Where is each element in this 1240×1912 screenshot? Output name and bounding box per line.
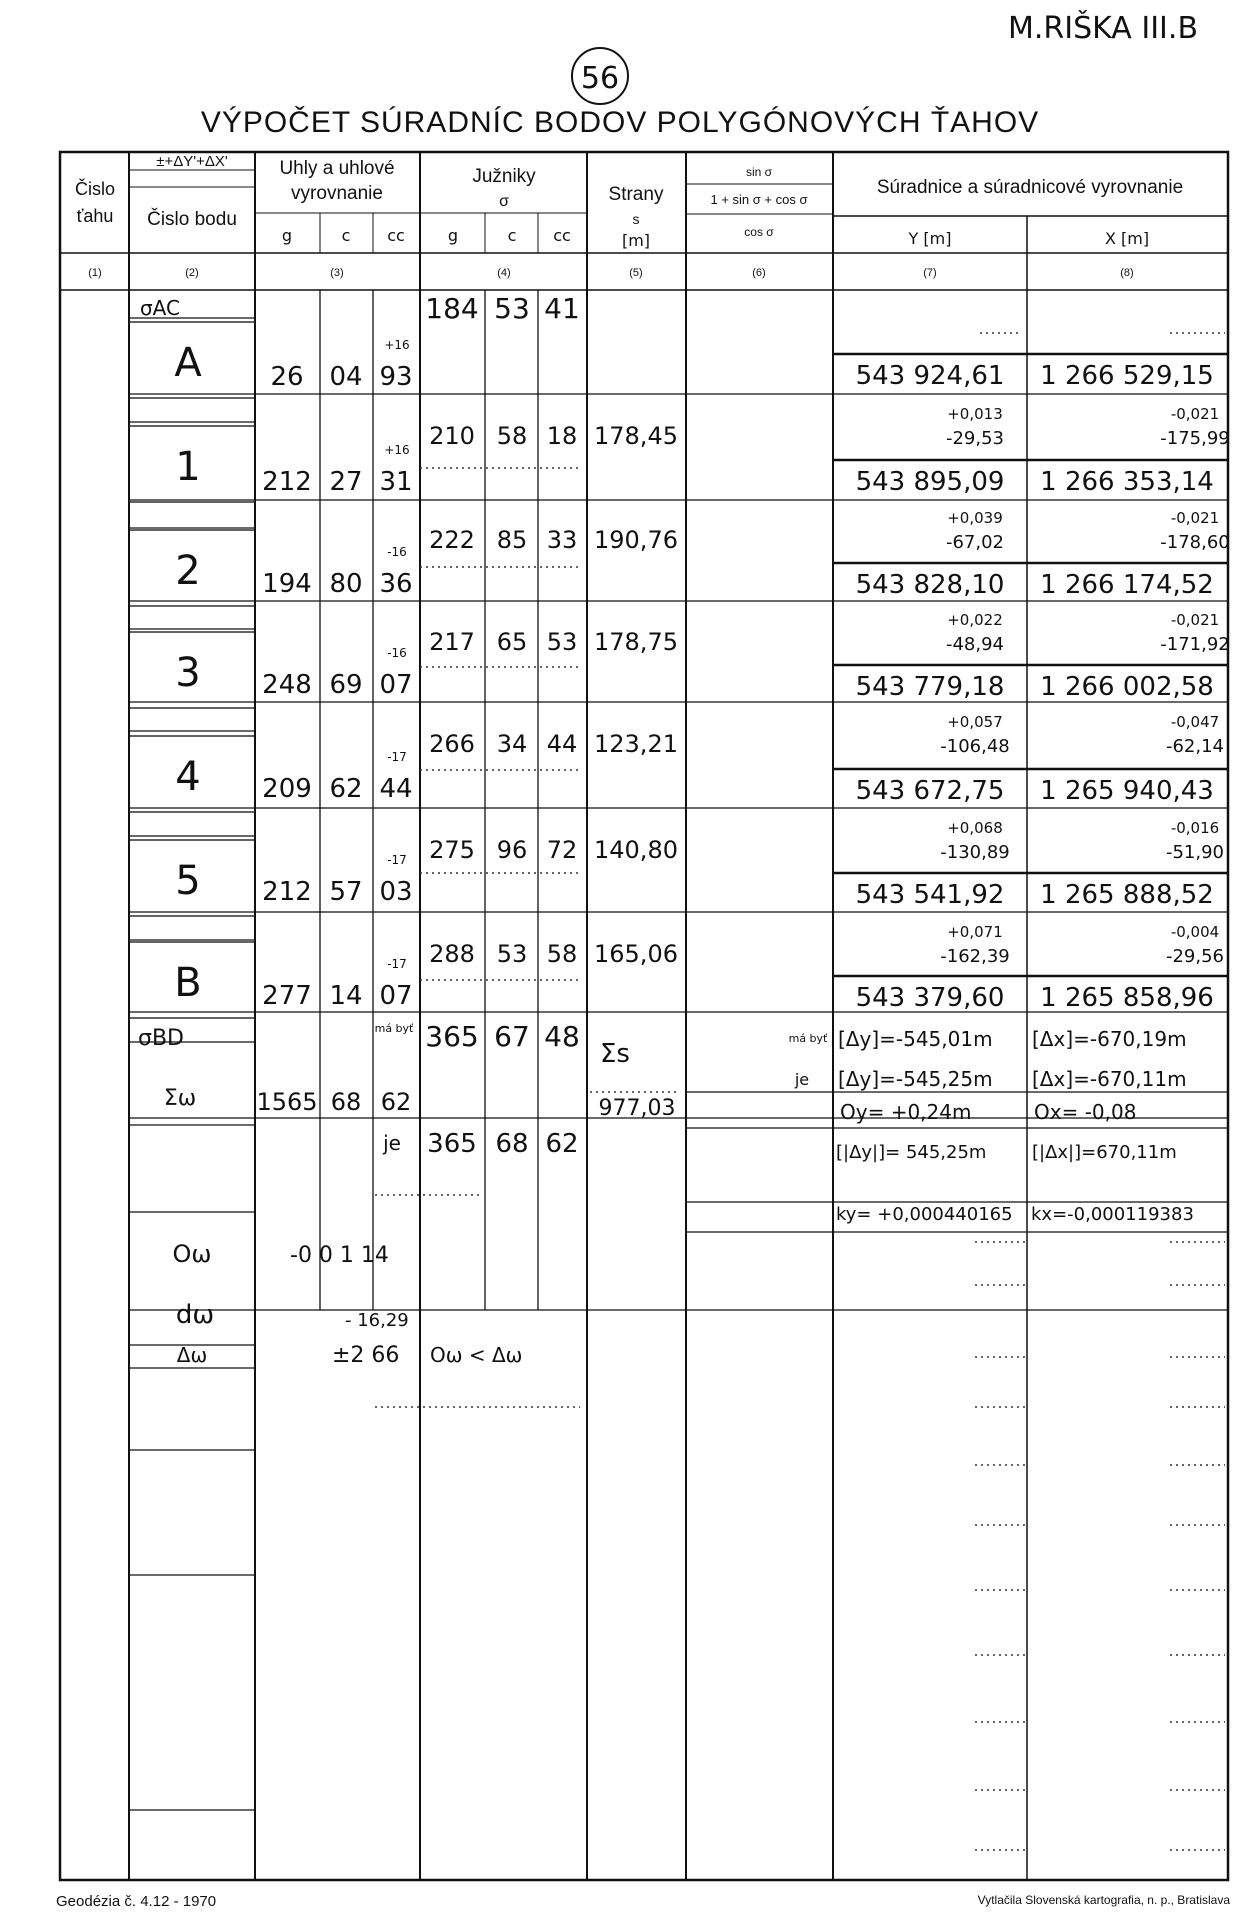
header-col2-bottom: Čislo bodu <box>147 209 237 230</box>
coord-x: 1 266 529,15 <box>1040 361 1214 391</box>
dx-value: -62,14 <box>1165 736 1225 757</box>
header-col4-unit-g: g <box>447 226 459 245</box>
coord-y: 543 672,75 <box>855 776 1005 806</box>
sum-sides-label: Σs <box>600 1039 630 1069</box>
angle-c: 14 <box>329 981 363 1011</box>
side-length: 190,76 <box>594 526 678 554</box>
dx-value: -51,90 <box>1165 842 1225 863</box>
misclosure-d-value: - 16,29 <box>345 1310 409 1331</box>
dx-correction: -0,047 <box>1170 713 1220 731</box>
header-col5-line3: [m] <box>621 231 651 250</box>
dy-correction: +0,039 <box>947 509 1003 527</box>
start-azimuth-c: 53 <box>494 292 530 325</box>
azimuth-c: 34 <box>496 730 528 758</box>
dy-correction: +0,071 <box>947 923 1003 941</box>
header-col3-unit-cc: cc <box>387 226 405 245</box>
closure-dx-is: [Δx]=-670,11m <box>1032 1067 1187 1091</box>
angle-cc: 36 <box>379 569 413 599</box>
col-number-5: (5) <box>629 267 643 279</box>
header-col78: Súradnice a súradnicové vyrovnanie <box>876 177 1184 198</box>
closure-abs-dy: [|Δy|]= 545,25m <box>836 1142 987 1163</box>
dy-value: -162,39 <box>940 946 1010 967</box>
closure-is-note: je <box>794 1070 810 1089</box>
coord-y: 543 541,92 <box>855 880 1005 910</box>
coord-x: 1 266 002,58 <box>1040 672 1214 702</box>
azimuth-g: 275 <box>429 836 475 864</box>
end-azimuth-c: 67 <box>494 1020 530 1053</box>
header-col6-sum: 1 + sin σ + cos σ <box>710 192 808 207</box>
sum-angles-cc: 62 <box>380 1088 412 1116</box>
angle-correction: -17 <box>387 853 407 867</box>
angle-g: 212 <box>262 877 312 907</box>
form-title: VÝPOČET SÚRADNÍC BODOV POLYGÓNOVÝCH ŤAHOV <box>200 106 1040 139</box>
dy-correction: +0,013 <box>947 405 1003 423</box>
sum-angles-g: 1565 <box>256 1088 318 1116</box>
footer-right: Vytlačila Slovenská kartografia, n. p., Bratislava <box>977 1893 1230 1907</box>
points-layer <box>129 322 1228 1018</box>
table-grid <box>60 152 1228 1880</box>
angle-g: 194 <box>262 569 312 599</box>
side-length: 165,06 <box>594 940 678 968</box>
azimuth-g: 288 <box>429 940 475 968</box>
end-azimuth-cc: 48 <box>544 1020 580 1053</box>
dx-correction: -0,021 <box>1170 611 1220 629</box>
misclosure-d-label: dω <box>175 1300 215 1330</box>
col-number-6: (6) <box>752 267 766 279</box>
sum-sides-value: 977,03 <box>598 1096 676 1121</box>
azimuth-g: 266 <box>429 730 475 758</box>
point-id: 4 <box>175 754 201 800</box>
angle-cc: 03 <box>379 877 413 907</box>
angle-c: 57 <box>329 877 363 907</box>
coord-x: 1 266 353,14 <box>1040 467 1214 497</box>
point-id: 1 <box>175 444 201 490</box>
header-col4-line2: σ <box>499 193 509 210</box>
closure-ky: ky= +0,000440165 <box>836 1204 1013 1225</box>
angle-g: 212 <box>262 467 312 497</box>
dy-correction: +0,022 <box>947 611 1003 629</box>
misclosure-delta-value: ±2 66 <box>332 1343 400 1368</box>
angle-cc: 07 <box>379 670 413 700</box>
dx-value: -29,56 <box>1165 946 1225 967</box>
col-number-8: (8) <box>1120 267 1134 279</box>
closure-kx: kx=-0,000119383 <box>1031 1204 1194 1225</box>
start-azimuth-label: σAC <box>140 296 180 320</box>
point-id: 3 <box>175 650 201 696</box>
azimuth-c: 65 <box>496 628 528 656</box>
angle-g: 248 <box>262 670 312 700</box>
coord-x: 1 265 940,43 <box>1040 776 1214 806</box>
dx-value: -178,60 <box>1160 532 1230 553</box>
author-mark: M.RIŠKA III.B <box>1008 11 1199 46</box>
azimuth-c: 53 <box>496 940 528 968</box>
col-number-1: (1) <box>88 267 102 279</box>
closing-section <box>138 1020 1228 1368</box>
angle-c: 04 <box>329 362 363 392</box>
dx-correction: -0,004 <box>1170 923 1220 941</box>
azimuth-g: 210 <box>429 422 475 450</box>
footer-left: Geodézia č. 4.12 - 1970 <box>56 1893 217 1910</box>
closure-dx-should: [Δx]=-670,19m <box>1032 1027 1187 1051</box>
side-length: 178,45 <box>594 422 678 450</box>
end-azimuth-g: 365 <box>425 1020 479 1053</box>
col-number-7: (7) <box>923 267 937 279</box>
point-id: B <box>174 960 202 1006</box>
dx-value: -171,92 <box>1160 634 1230 655</box>
angle-correction: +16 <box>384 443 410 457</box>
misclosure-condition: Oω < Δω <box>430 1343 523 1367</box>
angle-cc: 07 <box>379 981 413 1011</box>
misclosure-o-value: -0 0 1 14 <box>290 1243 389 1268</box>
header-col5-line1: Strany <box>608 184 664 205</box>
side-length: 123,21 <box>594 730 678 758</box>
dx-correction: -0,021 <box>1170 405 1220 423</box>
side-length: 140,80 <box>594 836 678 864</box>
header-col2-top: ±+ΔY'+ΔX' <box>156 153 228 170</box>
coord-x: 1 265 888,52 <box>1040 880 1214 910</box>
sum-angles-is-cc: 62 <box>545 1129 579 1159</box>
sum-angles-c: 68 <box>330 1088 362 1116</box>
angle-g: 26 <box>270 362 304 392</box>
angle-cc: 31 <box>379 467 413 497</box>
side-length: 178,75 <box>594 628 678 656</box>
misclosure-o-label: Oω <box>172 1240 212 1268</box>
header-col8-unit: X [m] <box>1104 229 1150 248</box>
azimuth-cc: 58 <box>546 940 578 968</box>
azimuth-c: 85 <box>496 526 528 554</box>
sum-angles-is-g: 365 <box>427 1129 477 1159</box>
dx-correction: -0,016 <box>1170 819 1220 837</box>
azimuth-g: 222 <box>429 526 475 554</box>
angle-c: 80 <box>329 569 363 599</box>
angle-correction: -16 <box>387 545 407 559</box>
col-number-4: (4) <box>497 267 511 279</box>
angle-correction: -16 <box>387 646 407 660</box>
angle-c: 62 <box>329 774 363 804</box>
end-azimuth-label: σBD <box>138 1026 184 1051</box>
angle-cc: 93 <box>379 362 413 392</box>
azimuth-cc: 33 <box>546 526 578 554</box>
point-id: 5 <box>175 858 201 904</box>
azimuth-cc: 72 <box>546 836 578 864</box>
azimuth-cc: 44 <box>546 730 578 758</box>
header-col4-unit-cc: cc <box>553 226 571 245</box>
coord-y: 543 828,10 <box>855 570 1005 600</box>
coord-x: 1 266 174,52 <box>1040 570 1214 600</box>
closure-ox: Ox= -0,08 <box>1034 1100 1137 1124</box>
azimuth-c: 96 <box>496 836 528 864</box>
sum-angles-is-note: je <box>383 1131 401 1155</box>
header-col6-sin: sin σ <box>745 165 773 179</box>
header-col4-line1: Južniky <box>472 166 536 187</box>
dy-correction: +0,068 <box>947 819 1003 837</box>
closure-abs-dx: [|Δx|]=670,11m <box>1032 1142 1177 1163</box>
angle-c: 27 <box>329 467 363 497</box>
dy-value: -67,02 <box>945 532 1005 553</box>
header-col3-unit-c: c <box>341 226 351 245</box>
col-number-2: (2) <box>185 267 199 279</box>
closure-should-note: má byť <box>788 1032 828 1045</box>
start-azimuth-row <box>140 292 580 325</box>
dy-value: -29,53 <box>945 428 1005 449</box>
header-col6-cos: cos σ <box>744 225 774 239</box>
dx-value: -175,99 <box>1160 428 1230 449</box>
closure-dy-is: [Δy]=-545,25m <box>838 1067 993 1091</box>
azimuth-cc: 53 <box>546 628 578 656</box>
coord-y: 543 895,09 <box>855 467 1005 497</box>
coord-y: 543 379,60 <box>855 983 1005 1013</box>
header-col5-line2: s <box>632 211 640 227</box>
header-col7-unit: Y [m] <box>908 229 952 248</box>
point-id: A <box>174 340 202 386</box>
dx-correction: -0,021 <box>1170 509 1220 527</box>
header-col3-unit-g: g <box>281 226 293 245</box>
start-azimuth-g: 184 <box>425 292 479 325</box>
point-id: 2 <box>175 548 201 594</box>
header-col1-line2: ťahu <box>76 206 114 226</box>
angle-correction: -17 <box>387 957 407 971</box>
coord-x: 1 265 858,96 <box>1040 983 1214 1013</box>
dy-value: -48,94 <box>945 634 1005 655</box>
azimuth-cc: 18 <box>546 422 578 450</box>
coord-y: 543 924,61 <box>855 361 1005 391</box>
header-col3-line1: Uhly a uhlové <box>279 158 395 179</box>
header-col4-unit-c: c <box>507 226 517 245</box>
closure-oy: Oy= +0,24m <box>840 1100 972 1124</box>
angle-correction: +16 <box>384 338 410 352</box>
dy-correction: +0,057 <box>947 713 1003 731</box>
end-azimuth-note: má byť <box>374 1022 414 1035</box>
azimuth-c: 58 <box>496 422 528 450</box>
angle-g: 209 <box>262 774 312 804</box>
dy-value: -130,89 <box>940 842 1010 863</box>
col-number-3: (3) <box>330 267 344 279</box>
sum-angles-label: Σω <box>163 1086 197 1111</box>
closure-dy-should: [Δy]=-545,01m <box>838 1027 993 1051</box>
sheet-number: 56 <box>580 61 620 96</box>
angle-g: 277 <box>262 981 312 1011</box>
sum-angles-is-c: 68 <box>495 1129 529 1159</box>
angle-cc: 44 <box>379 774 413 804</box>
angle-correction: -17 <box>387 750 407 764</box>
angle-c: 69 <box>329 670 363 700</box>
dy-value: -106,48 <box>940 736 1010 757</box>
coord-y: 543 779,18 <box>855 672 1005 702</box>
azimuth-g: 217 <box>429 628 475 656</box>
header-col3-line2: vyrovnanie <box>291 183 383 204</box>
start-azimuth-cc: 41 <box>544 292 580 325</box>
header-col1-line1: Čislo <box>74 179 116 199</box>
misclosure-delta-label: Δω <box>176 1343 208 1367</box>
